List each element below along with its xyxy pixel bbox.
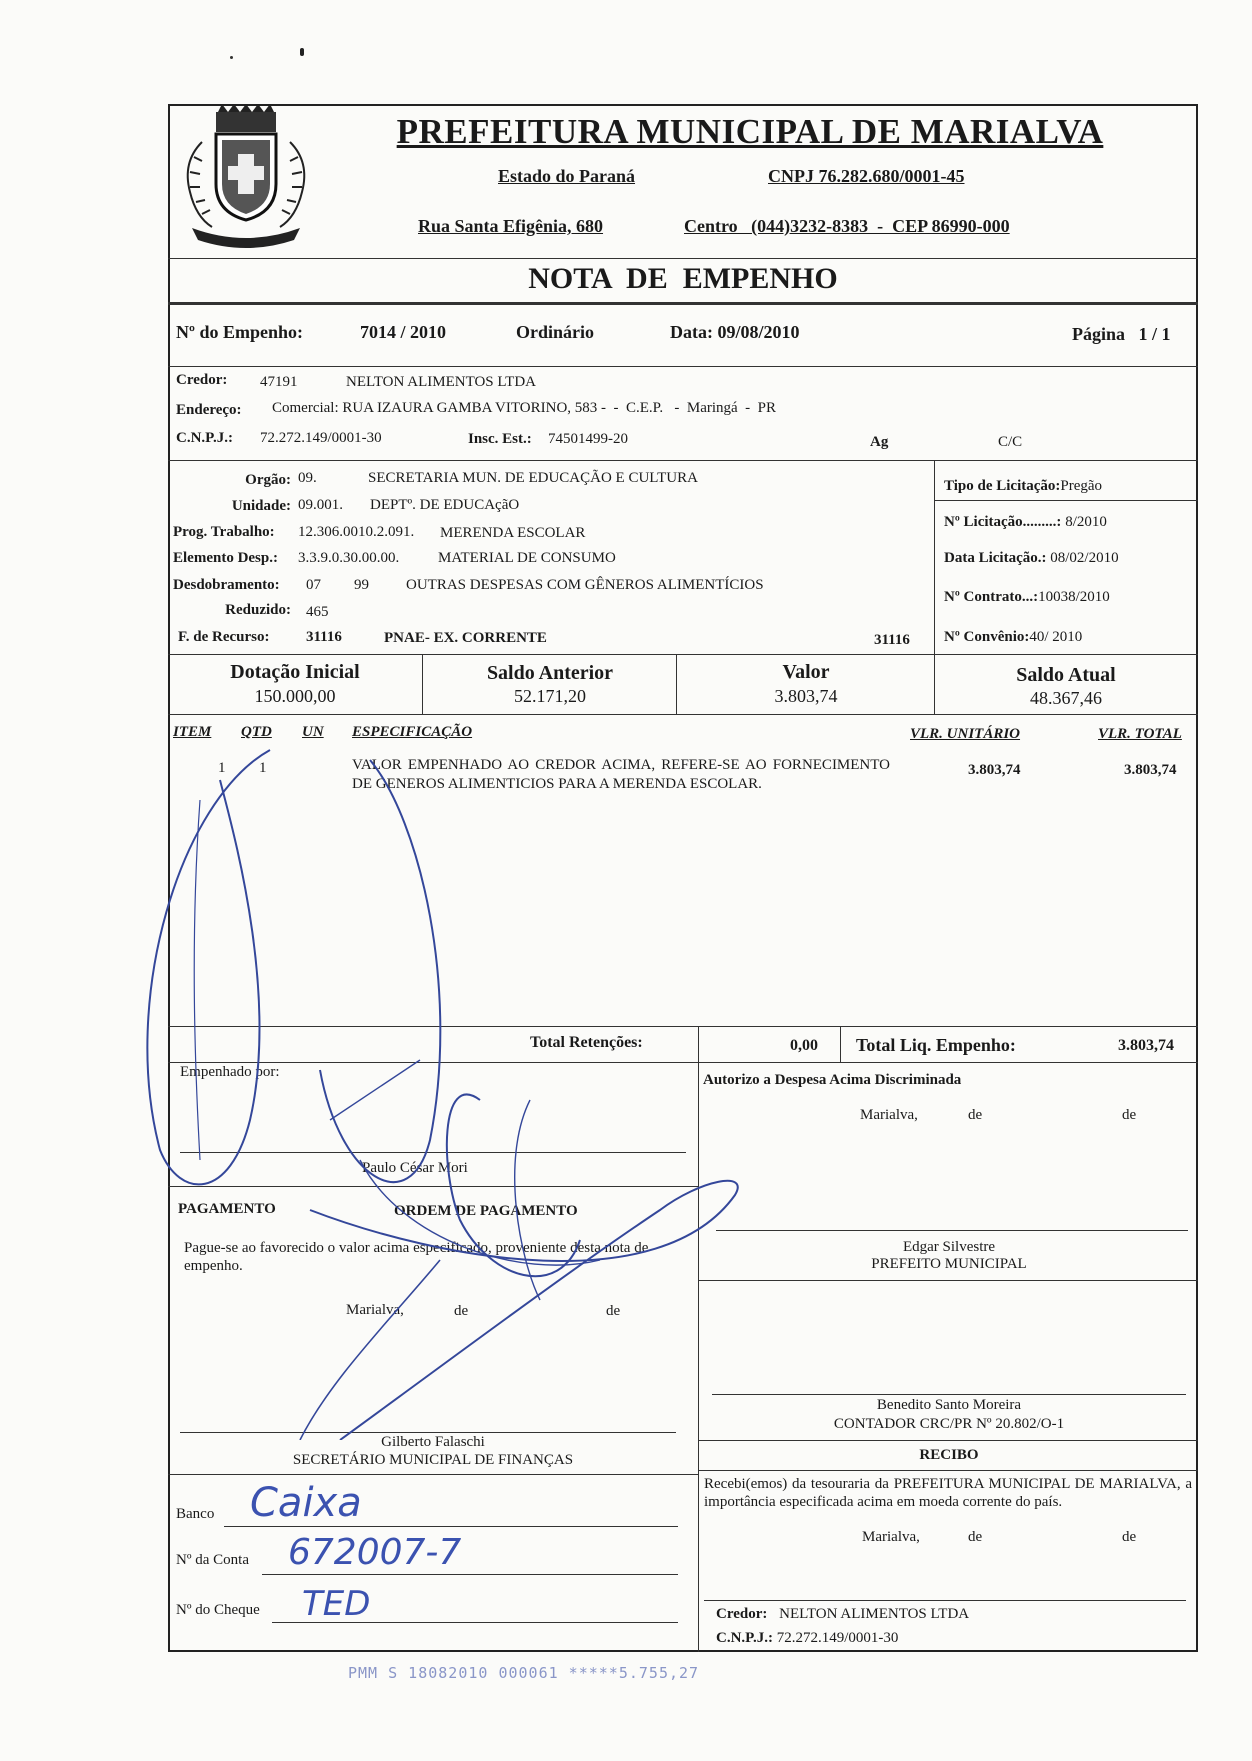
- credor-code: 47191: [260, 374, 298, 390]
- liq-label: Total Liq. Empenho:: [856, 1035, 1016, 1055]
- divider: [934, 654, 935, 714]
- licitacao-contrato: Nº Contrato...:10038/2010: [944, 589, 1110, 605]
- divider: [676, 654, 677, 714]
- banco-value: Caixa: [250, 1480, 362, 1526]
- divider: [698, 1440, 1198, 1441]
- recurso-code-2: 31116: [874, 632, 910, 648]
- conta-label: Nº da Conta: [176, 1552, 249, 1568]
- licitacao-tipo: Tipo de Licitação:Pregão: [944, 478, 1103, 494]
- saldo-atual-label: Saldo Atual: [1016, 664, 1116, 686]
- pagamento-place: Marialva,: [346, 1302, 404, 1318]
- divider: [934, 500, 1198, 501]
- autorizo-de1: de: [968, 1107, 983, 1123]
- page-title: PREFEITURA MUNICIPAL DE MARIALVA: [396, 112, 1104, 151]
- ag-label: Ag: [870, 434, 889, 450]
- banco-label: Banco: [176, 1506, 215, 1522]
- row-item: 1: [218, 760, 226, 776]
- recibo-de1: de: [968, 1529, 983, 1545]
- empenho-label: Nº do Empenho:: [176, 322, 303, 342]
- secretario-name: Gilberto Falaschi: [381, 1434, 485, 1450]
- col-total-value: VLR. TOTAL: [1098, 726, 1182, 742]
- dotacao-value: 150.000,00: [254, 686, 336, 706]
- credor-label: Credor:: [176, 372, 228, 388]
- desd-name: OUTRAS DESPESAS COM GÊNEROS ALIMENTÍCIOS: [406, 577, 764, 593]
- credor-cnpj: 72.272.149/0001-30: [260, 430, 382, 446]
- recurso-label: F. de Recurso:: [178, 629, 270, 645]
- empenho-number: 7014 / 2010: [360, 322, 447, 342]
- liq-value: 3.803,74: [1118, 1037, 1174, 1054]
- desd-code: 07: [306, 577, 321, 593]
- reduz-code: 465: [306, 604, 329, 620]
- empenho-type: Ordinário: [516, 322, 595, 342]
- divider: [422, 654, 423, 714]
- orgao-name: SECRETARIA MUN. DE EDUCAÇÃO E CULTURA: [368, 470, 698, 486]
- ordem-title: ORDEM DE PAGAMENTO: [394, 1203, 578, 1219]
- saldo-anterior-value: 52.171,20: [514, 686, 586, 706]
- recibo-place: Marialva,: [862, 1529, 920, 1545]
- prog-label: Prog. Trabalho:: [173, 524, 275, 540]
- credor-insc: 74501499-20: [548, 431, 628, 447]
- licitacao-convenio: Nº Convênio:40/ 2010: [944, 629, 1083, 645]
- desd-label: Desdobramento:: [173, 577, 280, 593]
- row-qtd: 1: [259, 760, 267, 776]
- valor-value: 3.803,74: [774, 686, 838, 706]
- cheque-label: Nº do Cheque: [176, 1602, 260, 1618]
- col-spec: ESPECIFICAÇÃO: [352, 724, 473, 740]
- insc-label: Insc. Est.:: [468, 431, 532, 447]
- coat-of-arms-icon: [172, 102, 320, 250]
- recibo-de2: de: [1122, 1529, 1137, 1545]
- banco-line: [224, 1526, 678, 1527]
- recibo-cnpj: C.N.P.J.: 72.272.149/0001-30: [716, 1630, 899, 1646]
- row-total-value: 3.803,74: [1124, 762, 1177, 778]
- autorizo-place: Marialva,: [860, 1107, 918, 1123]
- row-spec: VALOR EMPENHADO AO CREDOR ACIMA, REFERE-SE AO FORNECIMENTO DE GENEROS ALIMENTICIOS PARA A MERENDA ESCOLAR.: [352, 757, 890, 792]
- pagamento-de2: de: [606, 1303, 621, 1319]
- credor-name: NELTON ALIMENTOS LTDA: [346, 374, 537, 390]
- divider: [840, 1026, 841, 1062]
- col-unit-value: VLR. UNITÁRIO: [910, 726, 1021, 742]
- retencoes-value: 0,00: [790, 1037, 818, 1054]
- saldo-anterior-label: Saldo Anterior: [486, 662, 614, 684]
- address-label: Endereço:: [176, 402, 242, 418]
- cnpj-label: C.N.P.J.:: [176, 430, 233, 446]
- divider: [168, 366, 1198, 367]
- unidade-label: Unidade:: [231, 498, 291, 514]
- signature-line: [716, 1230, 1188, 1231]
- prefeito-name: Edgar Silvestre: [902, 1239, 996, 1255]
- unidade-code: 09.001.: [298, 497, 343, 513]
- secretario-role: SECRETÁRIO MUNICIPAL DE FINANÇAS: [292, 1452, 574, 1468]
- pagamento-text: Pague-se ao favorecido o valor acima especificado, proveniente desta nota de empenho.: [184, 1240, 649, 1274]
- payment-stamp: PMM S 18082010 000061 *****5.755,27: [348, 1664, 700, 1682]
- header-address: Rua Santa Efigênia, 680: [418, 216, 604, 236]
- reduz-label: Reduzido:: [225, 602, 291, 618]
- saldo-atual-value: 48.367,46: [1030, 688, 1102, 708]
- empenho-date: Data: 09/08/2010: [670, 322, 800, 342]
- conta-line: [262, 1574, 678, 1575]
- header-contact: Centro (044)3232-8383 - CEP 86990-000: [684, 216, 1010, 236]
- autorizo-de2: de: [1122, 1107, 1137, 1123]
- empenho-page: Página 1 / 1: [1072, 324, 1171, 344]
- recibo-title: RECIBO: [919, 1447, 979, 1463]
- prog-name: MERENDA ESCOLAR: [440, 525, 586, 541]
- conta-value: 672007-7: [288, 1532, 462, 1573]
- divider: [168, 460, 1198, 461]
- speck: [300, 48, 304, 56]
- elem-code: 3.3.9.0.30.00.00.: [298, 550, 400, 566]
- handwritten-signature: [140, 740, 740, 1440]
- licitacao-num: Nº Licitação.........: 8/2010: [944, 514, 1107, 530]
- empenhado-name: Paulo César Mori: [362, 1160, 468, 1176]
- recurso-name: PNAE- EX. CORRENTE: [384, 630, 547, 646]
- col-qtd: QTD: [241, 724, 272, 740]
- cc-label: C/C: [998, 434, 1023, 450]
- prefeito-role: PREFEITO MUNICIPAL: [871, 1256, 1027, 1272]
- desd-sub: 99: [354, 577, 369, 593]
- document-title: NOTA DE EMPENHO: [528, 262, 838, 295]
- divider: [168, 714, 1198, 715]
- pagamento-title: PAGAMENTO: [178, 1201, 276, 1217]
- cheque-value: TED: [302, 1584, 371, 1624]
- dotacao-label: Dotação Inicial: [230, 661, 360, 683]
- signature-line: [712, 1394, 1186, 1395]
- recurso-code: 31116: [306, 629, 342, 645]
- header-cnpj: CNPJ 76.282.680/0001-45: [768, 166, 965, 186]
- retencoes-label: Total Retenções:: [530, 1034, 643, 1051]
- row-unit-value: 3.803,74: [968, 762, 1021, 778]
- recibo-text: Recebi(emos) da tesouraria da PREFEITURA MUNICIPAL DE MARIALVA, a importância especificada acima em moeda corrente do país.: [704, 1476, 1192, 1510]
- unidade-name: DEPTº. DE EDUCAçãO: [370, 497, 520, 513]
- divider: [168, 1474, 698, 1475]
- divider: [168, 258, 1198, 259]
- pagamento-de1: de: [454, 1303, 469, 1319]
- signature-line: [704, 1600, 1186, 1601]
- valor-label: Valor: [782, 661, 830, 683]
- speck: [230, 56, 233, 59]
- divider: [698, 1280, 1198, 1281]
- licitacao-data: Data Licitação.: 08/02/2010: [944, 550, 1119, 566]
- contador-name: Benedito Santo Moreira: [876, 1397, 1022, 1413]
- contador-role: CONTADOR CRC/PR Nº 20.802/O-1: [833, 1416, 1065, 1432]
- divider: [168, 654, 1198, 655]
- empenhado-label: Empenhado por:: [180, 1064, 280, 1080]
- credor-address: Comercial: RUA IZAURA GAMBA VITORINO, 583 - - C.E.P. - Maringá - PR: [272, 400, 777, 416]
- col-un: UN: [302, 724, 324, 740]
- divider: [698, 1470, 1198, 1471]
- divider: [934, 460, 935, 654]
- orgao-label: Orgão:: [245, 472, 291, 488]
- divider: [168, 302, 1198, 305]
- recibo-credor: Credor: NELTON ALIMENTOS LTDA: [716, 1606, 970, 1622]
- col-item: ITEM: [173, 724, 212, 740]
- elem-label: Elemento Desp.:: [173, 550, 278, 566]
- prog-code: 12.306.0010.2.091.: [298, 524, 415, 540]
- autorizo-label: Autorizo a Despesa Acima Discriminada: [703, 1072, 962, 1088]
- elem-name: MATERIAL DE CONSUMO: [438, 550, 616, 566]
- header-state: Estado do Paraná: [498, 166, 636, 186]
- orgao-code: 09.: [298, 470, 317, 486]
